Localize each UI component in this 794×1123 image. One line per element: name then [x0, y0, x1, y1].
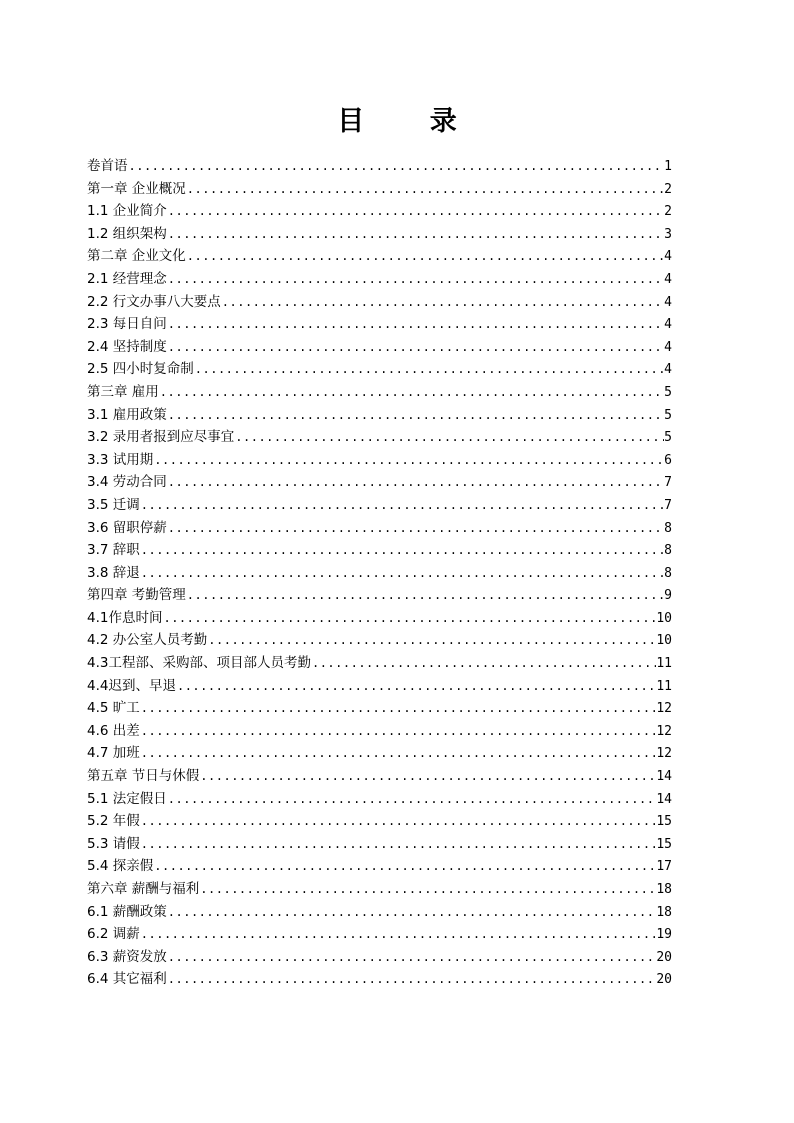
toc-entry[interactable] — [87, 923, 672, 946]
toc-entry[interactable] — [87, 562, 672, 585]
table-of-contents — [87, 155, 672, 991]
toc-dot-leader — [140, 810, 657, 833]
toc-entry-label: 2.4 坚持制度 — [87, 338, 167, 355]
toc-entry-page-number: 10 — [656, 633, 672, 649]
toc-entry-label: 第二章 企业文化 — [87, 248, 186, 265]
toc-dot-leader — [140, 720, 657, 743]
toc-dot-leader — [311, 652, 656, 675]
toc-entry-page-number: 11 — [656, 656, 672, 672]
toc-entry-label: 第一章 企业概况 — [87, 180, 186, 197]
toc-entry[interactable] — [87, 336, 672, 359]
toc-entry[interactable] — [87, 291, 672, 314]
toc-entry-page-number: 4 — [664, 249, 672, 265]
toc-entry[interactable] — [87, 833, 672, 856]
toc-entry-label: 1.2 组织架构 — [87, 225, 167, 242]
toc-entry-page-number: 5 — [664, 407, 672, 423]
toc-dot-leader — [234, 426, 664, 449]
toc-entry-page-number: 14 — [656, 769, 672, 785]
toc-entry-page-number: 4 — [664, 317, 672, 333]
page-title: 目 录 — [337, 106, 485, 138]
toc-entry[interactable] — [87, 494, 672, 517]
toc-entry-label: 3.8 辞退 — [87, 564, 140, 581]
toc-entry-label: 4.7 加班 — [87, 745, 140, 762]
toc-dot-leader — [140, 539, 664, 562]
toc-entry-page-number: 8 — [664, 543, 672, 559]
toc-entry[interactable] — [87, 675, 672, 698]
toc-entry-page-number: 12 — [656, 723, 672, 739]
toc-entry-page-number: 8 — [664, 565, 672, 581]
toc-entry[interactable] — [87, 697, 672, 720]
toc-entry[interactable] — [87, 968, 672, 991]
toc-entry-label: 第六章 薪酬与福利 — [87, 881, 200, 897]
toc-dot-leader — [140, 494, 664, 517]
toc-entry[interactable] — [87, 381, 672, 404]
toc-entry[interactable] — [87, 946, 672, 969]
toc-entry-label: 3.7 辞职 — [87, 542, 140, 559]
toc-entry-page-number: 15 — [656, 814, 672, 830]
toc-entry[interactable] — [87, 517, 672, 540]
toc-entry-label: 5.3 请假 — [87, 835, 140, 852]
toc-entry-label: 2.2 行文办事八大要点 — [87, 293, 221, 310]
toc-dot-leader — [186, 245, 664, 268]
toc-dot-leader — [167, 404, 664, 427]
toc-entry[interactable] — [87, 765, 672, 788]
toc-dot-leader — [167, 901, 657, 924]
toc-entry-label: 4.3工程部、采购部、项目部人员考勤 — [87, 655, 311, 672]
toc-entry[interactable] — [87, 652, 672, 675]
toc-dot-leader — [153, 449, 664, 472]
toc-entry-label: 第三章 雇用 — [87, 383, 159, 400]
toc-entry[interactable] — [87, 878, 672, 901]
toc-entry-label: 4.4迟到、早退 — [87, 677, 176, 694]
toc-entry-page-number: 4 — [664, 271, 672, 287]
toc-entry-label: 1.1 企业简介 — [87, 203, 167, 220]
toc-entry-label: 4.1作息时间 — [87, 609, 163, 626]
toc-dot-leader — [186, 178, 664, 201]
toc-entry[interactable] — [87, 223, 672, 246]
toc-dot-leader — [140, 562, 664, 585]
toc-dot-leader — [167, 517, 664, 540]
toc-entry-page-number: 4 — [664, 294, 672, 310]
toc-dot-leader — [153, 855, 656, 878]
toc-entry[interactable] — [87, 200, 672, 223]
toc-entry-label: 2.5 四小时复命制 — [87, 361, 194, 378]
toc-entry-label: 4.5 旷工 — [87, 700, 140, 717]
toc-entry-label: 3.2 录用者报到应尽事宜 — [87, 429, 235, 446]
toc-dot-leader — [167, 268, 664, 291]
toc-entry-label: 3.1 雇用政策 — [87, 406, 167, 423]
toc-entry-page-number: 6 — [664, 452, 672, 468]
toc-entry[interactable] — [87, 426, 672, 449]
toc-dot-leader — [167, 946, 657, 969]
toc-entry[interactable] — [87, 404, 672, 427]
toc-entry[interactable] — [87, 629, 672, 652]
toc-entry-page-number: 11 — [656, 678, 672, 694]
toc-entry[interactable] — [87, 788, 672, 811]
toc-entry-page-number: 9 — [664, 588, 672, 604]
toc-entry-label: 3.5 迁调 — [87, 496, 140, 513]
toc-dot-leader — [128, 155, 665, 178]
toc-entry[interactable] — [87, 901, 672, 924]
toc-entry-label: 3.3 试用期 — [87, 451, 154, 468]
toc-entry-page-number: 19 — [656, 927, 672, 943]
toc-entry-page-number: 15 — [656, 836, 672, 852]
toc-entry-page-number: 2 — [664, 204, 672, 220]
toc-entry[interactable] — [87, 720, 672, 743]
toc-entry[interactable] — [87, 358, 672, 381]
toc-entry-page-number: 20 — [656, 972, 672, 988]
toc-dot-leader — [199, 765, 656, 788]
toc-entry[interactable] — [87, 155, 672, 178]
toc-entry-page-number: 10 — [656, 610, 672, 626]
toc-entry-page-number: 17 — [656, 859, 672, 875]
toc-entry-label: 6.4 其它福利 — [87, 971, 167, 988]
toc-dot-leader — [167, 968, 657, 991]
toc-entry-label: 3.4 劳动合同 — [87, 474, 167, 491]
toc-entry-label: 4.2 办公室人员考勤 — [87, 632, 208, 649]
toc-entry-page-number: 4 — [664, 362, 672, 378]
toc-entry-label: 卷首语 — [87, 158, 128, 174]
toc-entry-page-number: 7 — [664, 497, 672, 513]
toc-dot-leader — [199, 878, 656, 901]
toc-entry[interactable] — [87, 810, 672, 833]
toc-dot-leader — [221, 291, 664, 314]
toc-entry[interactable] — [87, 245, 672, 268]
toc-entry-page-number: 7 — [664, 475, 672, 491]
toc-entry[interactable] — [87, 313, 672, 336]
toc-dot-leader — [194, 358, 664, 381]
toc-entry-page-number: 5 — [664, 384, 672, 400]
toc-dot-leader — [140, 742, 657, 765]
toc-entry-label: 5.4 探亲假 — [87, 858, 154, 875]
toc-entry[interactable] — [87, 855, 672, 878]
toc-dot-leader — [140, 697, 657, 720]
toc-entry-label: 第四章 考勤管理 — [87, 587, 186, 604]
toc-entry-label: 2.3 每日自问 — [87, 316, 167, 333]
toc-entry-page-number: 20 — [656, 949, 672, 965]
toc-entry-page-number: 2 — [664, 181, 672, 197]
toc-entry-label: 3.6 留职停薪 — [87, 519, 167, 536]
toc-entry-page-number: 18 — [656, 882, 672, 897]
toc-entry[interactable] — [87, 607, 672, 630]
toc-entry-page-number: 5 — [664, 430, 672, 446]
toc-dot-leader — [186, 584, 664, 607]
toc-dot-leader — [176, 675, 656, 698]
toc-entry[interactable] — [87, 178, 672, 201]
toc-dot-leader — [167, 336, 664, 359]
toc-entry-page-number: 12 — [656, 701, 672, 717]
toc-dot-leader — [167, 313, 664, 336]
toc-dot-leader — [140, 833, 657, 856]
toc-entry-page-number: 18 — [656, 904, 672, 920]
toc-entry-label: 6.1 薪酬政策 — [87, 903, 167, 920]
toc-entry-label: 6.2 调薪 — [87, 926, 140, 943]
toc-entry-page-number: 14 — [656, 791, 672, 807]
toc-entry-page-number: 4 — [664, 339, 672, 355]
toc-entry-label: 5.2 年假 — [87, 813, 140, 830]
toc-entry-label: 第五章 节日与休假 — [87, 768, 200, 785]
toc-entry[interactable] — [87, 742, 672, 765]
toc-entry-label: 2.1 经营理念 — [87, 270, 167, 287]
toc-entry-page-number: 1 — [664, 159, 672, 174]
toc-dot-leader — [162, 607, 656, 630]
toc-entry[interactable] — [87, 268, 672, 291]
toc-dot-leader — [140, 923, 657, 946]
toc-dot-leader — [167, 223, 664, 246]
toc-dot-leader — [167, 788, 657, 811]
toc-entry-page-number: 8 — [664, 520, 672, 536]
toc-dot-leader — [159, 381, 664, 404]
toc-entry-page-number: 3 — [664, 226, 672, 242]
toc-dot-leader — [167, 471, 664, 494]
toc-entry-label: 4.6 出差 — [87, 722, 140, 739]
toc-dot-leader — [167, 200, 664, 223]
toc-entry[interactable] — [87, 539, 672, 562]
toc-dot-leader — [207, 629, 656, 652]
toc-entry[interactable] — [87, 584, 672, 607]
toc-entry[interactable] — [87, 471, 672, 494]
toc-entry-page-number: 12 — [656, 746, 672, 762]
toc-entry-label: 5.1 法定假日 — [87, 790, 167, 807]
toc-entry[interactable] — [87, 449, 672, 472]
toc-entry-label: 6.3 薪资发放 — [87, 948, 167, 965]
